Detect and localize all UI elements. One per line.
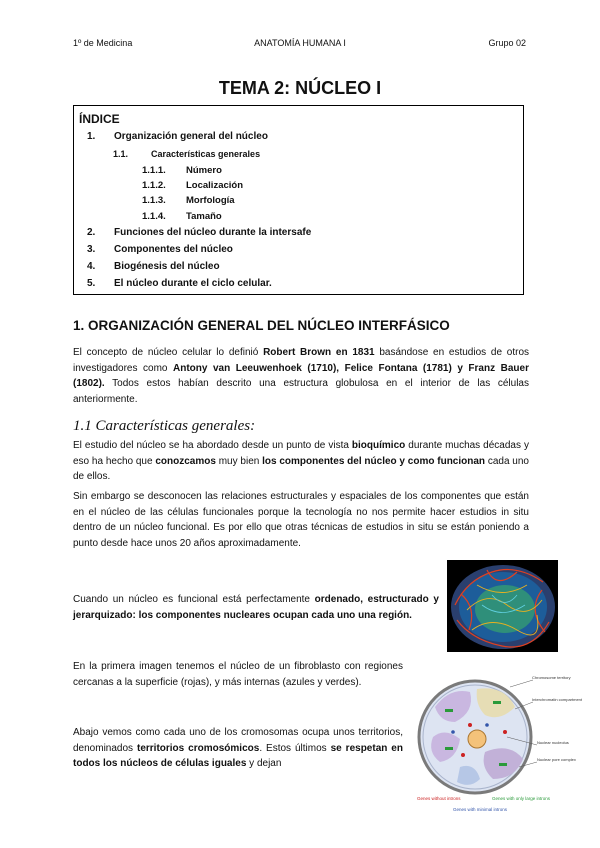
index-item: 1.1. Características generales [113, 149, 261, 159]
label-nucleolus: Nuclear nucleolus [537, 740, 569, 745]
label-genes-no-introns: Genes without introns [417, 796, 461, 801]
svg-text:Interchromatin compartment [532, 697, 583, 702]
label-genes-large-introns: Genes with only large introns [492, 796, 551, 801]
header-group: Grupo 02 [488, 38, 526, 48]
svg-text:Genes with minimal introns [453, 807, 508, 812]
paragraph-biochem: El estudio del núcleo se ha abordado desde un punto de vista bioquímico durante muchas décadas y eso ha hecho que conozcamos muy bien los componentes del núcleo y como funcionan cada uno de ellos. [73, 440, 529, 483]
index-item: 3. Componentes del núcleo [87, 244, 233, 255]
paragraph-territories: Abajo vemos como cada uno de los cromosomas ocupa unos territorios, denominados territorios cromosómicos. Estos últimos se respetan en todos los núcleos de células iguales y dejan [73, 727, 403, 770]
page-title: TEMA 2: NÚCLEO I [218, 78, 382, 98]
index-item: 1. Organización general del núcleo [87, 131, 268, 142]
header-subject: ANATOMÍA HUMANA I [254, 38, 346, 48]
svg-text:Nuclear pore complex [537, 757, 576, 762]
svg-text:Genes with only large introns [492, 796, 551, 801]
header-course: 1º de Medicina [73, 38, 133, 48]
paragraph-intro: El concepto de núcleo celular lo definió Robert Brown en 1831 basándose en estudios de otros investigadores como Antony van Leeuwenhoek (1710), Felice Fontana (1781) y Franz Bauer (1802). Todos estos habían descrito una estructura globulosa en el interior de las células anteriormente. [73, 347, 529, 405]
index-item: 1.1.4. Tamaño [142, 211, 222, 222]
svg-text:Genes without introns [417, 796, 461, 801]
label-genes-minimal: Genes with minimal introns [453, 807, 508, 812]
svg-text:Chromosome territory [532, 675, 571, 680]
index-heading: ÍNDICE [79, 112, 120, 126]
index-item: 1.1.3. Morfología [142, 195, 235, 206]
label-pore: Nuclear pore complex [537, 757, 576, 762]
section-heading: 1. ORGANIZACIÓN GENERAL DEL NÚCLEO INTERFÁSICO [73, 318, 450, 333]
index-box [73, 105, 524, 295]
index-item: 2. Funciones del núcleo durante la intersafe [87, 227, 312, 238]
label-territory: Chromosome territory [532, 675, 571, 680]
paragraph-in-situ: Sin embargo se desconocen las relaciones estructurales y espaciales de los componentes que están en el núcleo de las células funcionales porque la tecnología no nos permite hacer estudios in situ dentro de un núcleo funcional. Es por ello que otras técnicas de estudios in situ se están poniendo a punto desde hace unos 20 años aproximadamente. [73, 491, 529, 549]
index-item: 4. Biogénesis del núcleo [87, 261, 220, 272]
label-interchromatin: Interchromatin compartment [532, 697, 583, 702]
paragraph-functional: Cuando un núcleo es funcional está perfectamente ordenado, estructurado y jerarquizado: los componentes nucleares ocupan cada uno una región. [73, 594, 439, 621]
chromosome-territory-diagram [415, 667, 583, 817]
svg-text:Nuclear nucleolus [537, 740, 569, 745]
paragraph-fibroblast: En la primera imagen tenemos el núcleo de un fibroblasto con regiones cercanas a la superficie (rojas), y más internas (azules y verdes). [73, 661, 403, 688]
fibroblast-nucleus-image [447, 560, 558, 652]
index-item: 1.1.1. Número [142, 165, 222, 176]
subsection-heading: 1.1 Características generales: [73, 418, 256, 434]
index-item: 5. El núcleo durante el ciclo celular. [87, 278, 272, 289]
index-item: 1.1.2. Localización [142, 180, 244, 191]
